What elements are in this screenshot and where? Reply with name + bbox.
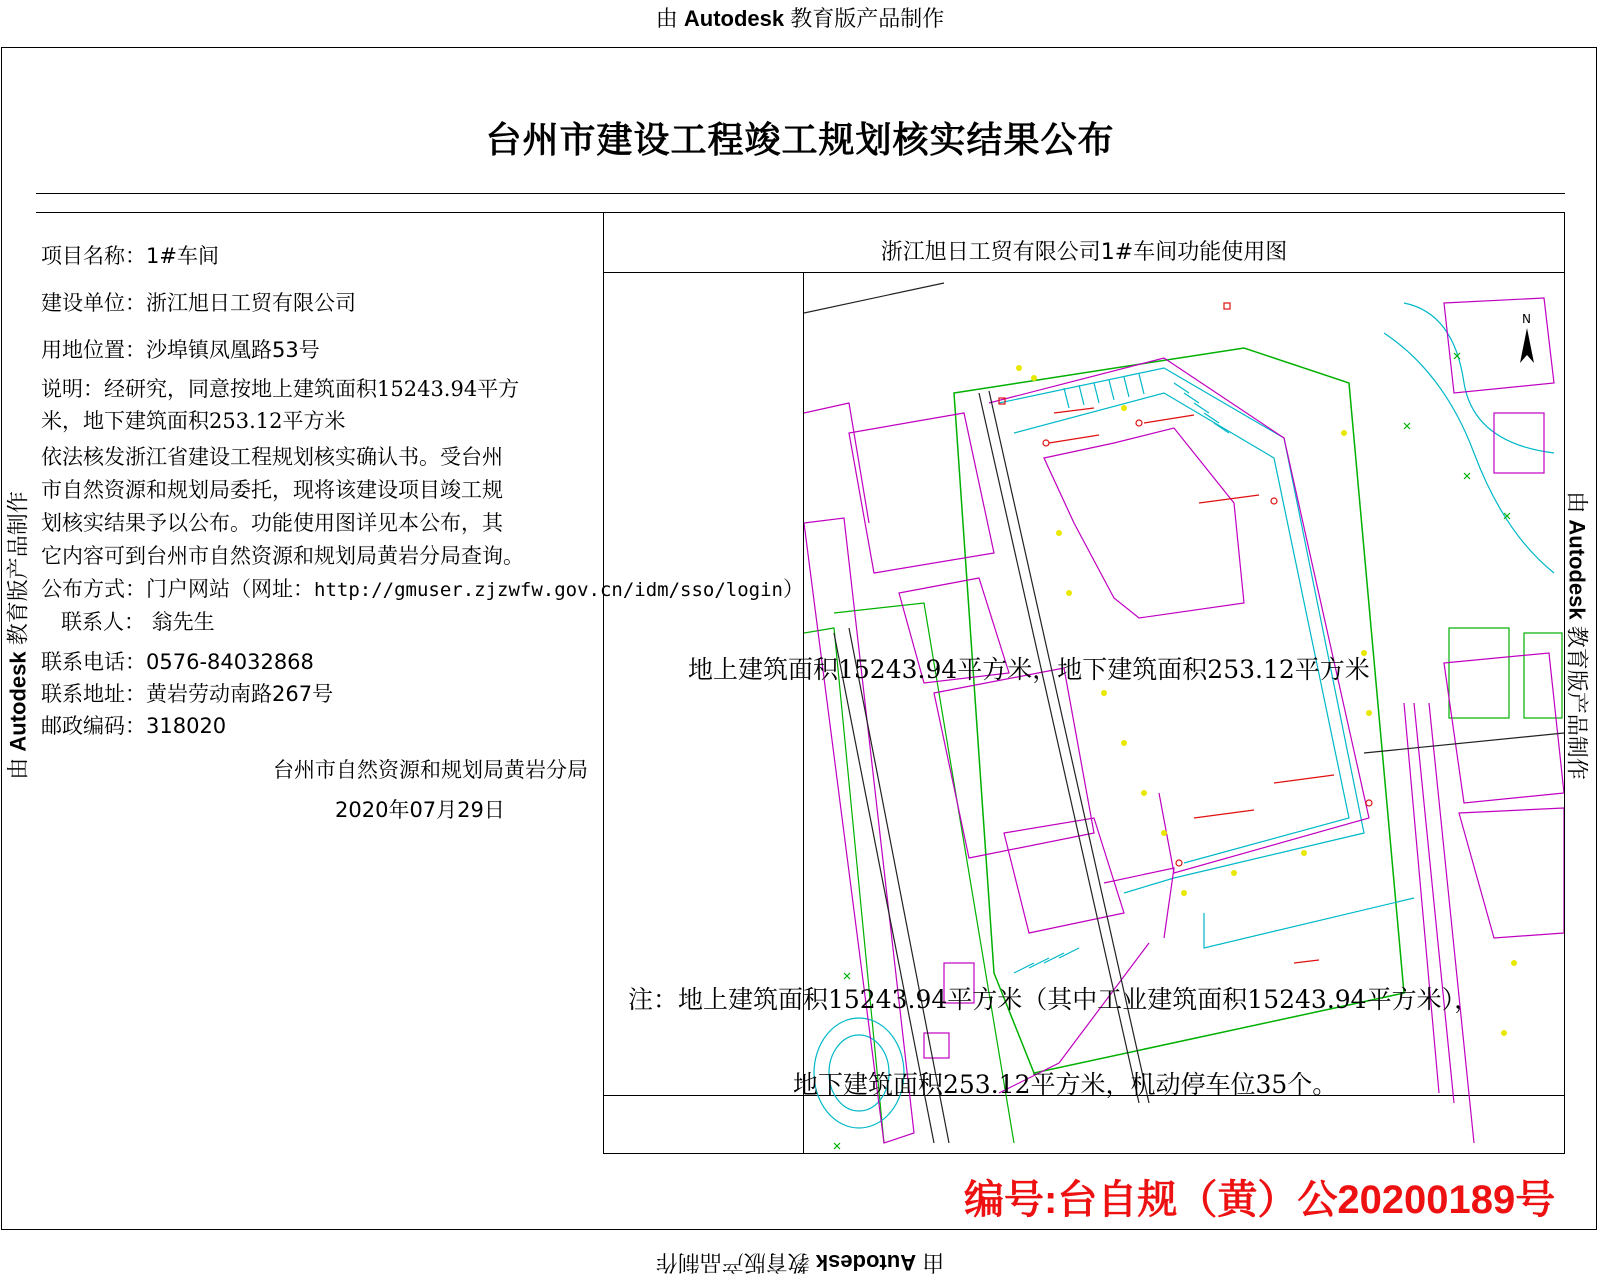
publish-url-link[interactable]: http://gmuser.zjzwfw.gov.cn/idm/sso/login: [314, 579, 783, 601]
site-boundary-lines: [804, 348, 1562, 1143]
yellow-dots: [1016, 365, 1517, 1036]
postcode: 邮政编码：318020: [41, 714, 227, 738]
note-line-1: 注：地上建筑面积15243.94平方米（其中工业建筑面积15243.94平方米），: [628, 985, 1480, 1014]
note-line-2: 地下建筑面积253.12平方米，机动停车位35个。: [793, 1070, 1338, 1099]
survey-markers: [999, 303, 1372, 963]
desc-line-4: 市自然资源和规划局委托，现将该建设项目竣工规: [41, 478, 503, 502]
watermark-right: 由 Autodesk 教育版产品制作: [1564, 491, 1590, 780]
map-title: 浙江旭日工贸有限公司1#车间功能使用图: [880, 240, 1288, 265]
watermark-top: 由 Autodesk 教育版产品制作: [655, 6, 945, 31]
desc-line-6: 它内容可到台州市自然资源和规划局黄岩分局查询。: [41, 544, 524, 568]
page-title: 台州市建设工程竣工规划核实结果公布: [485, 120, 1115, 161]
builder: 建设单位：浙江旭日工贸有限公司: [41, 291, 356, 315]
contact-address: 联系地址：黄岩劳动南路267号: [41, 682, 334, 706]
site-plan-svg: [804, 273, 1564, 1153]
title-divider: [36, 193, 1565, 194]
issuer: 台州市自然资源和规划局黄岩分局: [273, 758, 588, 782]
desc-line-1: 说明：经研究，同意按地上建筑面积15243.94平方: [41, 377, 520, 401]
info-top-divider: [36, 212, 604, 213]
area-note: 地上建筑面积15243.94平方米，地下建筑面积253.12平方米: [688, 655, 1370, 684]
north-label: N: [1522, 312, 1531, 326]
north-arrow-icon: [1520, 312, 1534, 363]
project-name: 项目名称：1#车间: [41, 244, 219, 268]
desc-line-3: 依法核发浙江省建设工程规划核实确认书。受台州: [41, 445, 503, 469]
building-outlines: [804, 298, 1564, 1143]
watermark-left: 由 Autodesk 教育版产品制作: [5, 491, 31, 780]
desc-line-5: 划核实结果予以公布。功能使用图详见本公布，其: [41, 511, 503, 535]
location: 用地位置：沙埠镇凤凰路53号: [41, 338, 320, 362]
publish-end: ）: [783, 577, 804, 601]
contact-phone: 联系电话：0576-84032868: [41, 650, 314, 674]
desc-line-2: 米，地下建筑面积253.12平方米: [41, 409, 346, 433]
watermark-bottom: 由 Autodesk 教育版产品制作: [655, 1250, 945, 1275]
document-serial-number: 编号:台自规（黄）公20200189号: [964, 1178, 1556, 1222]
contact-person: 联系人： 翁先生: [61, 610, 215, 634]
issue-date: 2020年07月29日: [335, 798, 505, 822]
site-plan-drawing: [804, 273, 1564, 1153]
publish-label: 公布方式：门户网站（网址：: [41, 577, 314, 601]
